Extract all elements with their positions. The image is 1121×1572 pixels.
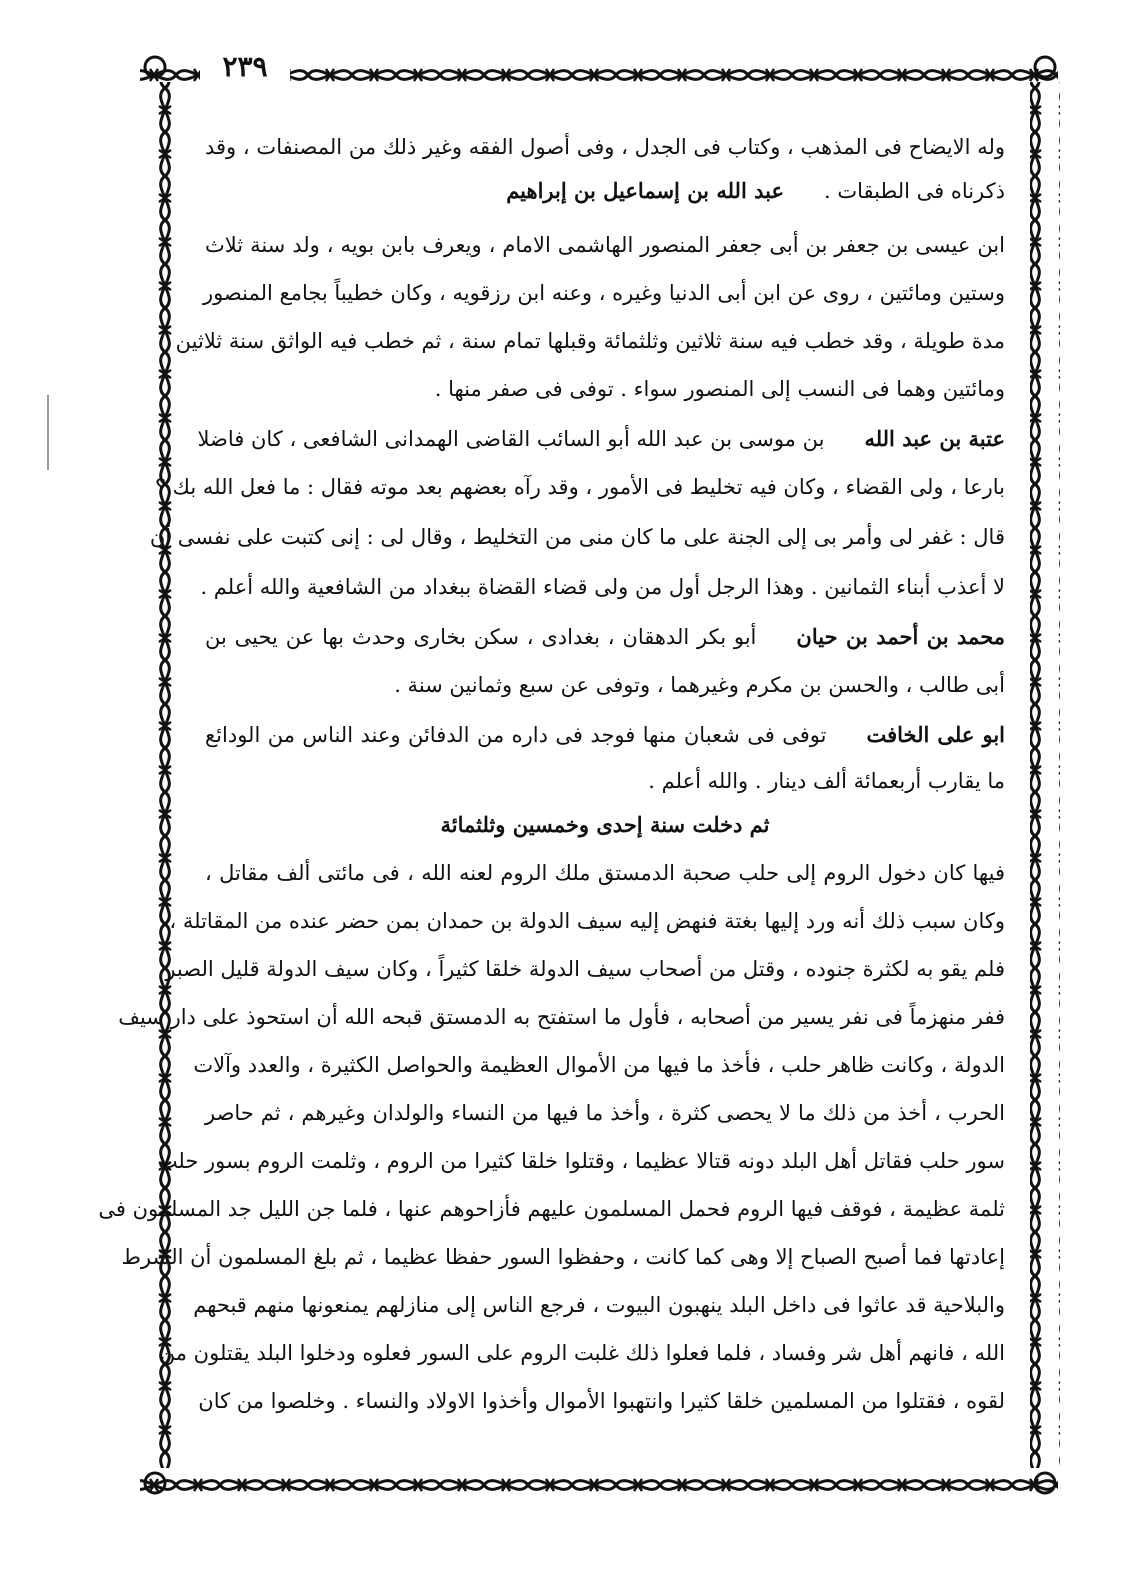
- text-line: [205, 718, 1005, 752]
- biography-heading: عبد الله بن إسماعيل بن إبراهيم: [506, 178, 784, 203]
- text-line: [205, 130, 1005, 164]
- body-text: [98, 130, 1006, 1460]
- text-line: [205, 1096, 1005, 1130]
- line-text: توفى فى شعبان منها فوجد فى داره من الدفائن وعند الناس من الودائع: [205, 723, 827, 747]
- line-text: لقوه ، فقتلوا من المسلمين خلقا كثيرا وانتهبوا الأموال وأخذوا الاولاد والنساء . وخلصوا من كان: [198, 1389, 1005, 1413]
- line-text: ما يقارب أربعمائة ألف دينار . والله أعلم .: [648, 769, 1005, 793]
- line-text: وستين ومائتين ، روى عن ابن أبى الدنيا وغيره ، وعنه ابن رزقويه ، وكان خطيباً بجامع المنصور: [202, 281, 1005, 305]
- line-text: الله ، فانهم أهل شر وفساد ، فلما فعلوا ذلك غلبت الروم على السور فعلوه ودخلوا البلد يقتلون من: [159, 1341, 1005, 1365]
- text-line: [197, 422, 1005, 456]
- text-line: [200, 570, 1005, 604]
- line-text: إعادتها فما أصبح الصباح إلا وهى كما كانت ، وحفظوا السور حفظا عظيما ، ثم بلغ المسلمون أن الشرط: [121, 1245, 1005, 1269]
- text-line: [198, 1384, 1005, 1418]
- text-line: [205, 228, 1005, 262]
- text-line: [169, 904, 1005, 938]
- text-line: [205, 174, 1005, 208]
- text-line: [205, 764, 1005, 798]
- line-text: وله الايضاح فى المذهب ، وكتاب فى الجدل ، وفى أصول الفقه وغير ذلك من المصنفات ، وقد: [205, 135, 1005, 159]
- line-text: لا أعذب أبناء الثمانين . وهذا الرجل أول من ولى قضاء القضاة ببغداد من الشافعية والله أعلم .: [200, 575, 1005, 599]
- text-line: [175, 324, 1005, 358]
- biography-heading: عتبة بن عبد الله: [864, 426, 1005, 451]
- text-line: [165, 952, 1005, 986]
- line-text: وكان سبب ذلك أنه ورد إليها بغتة فنهض إليه سيف الدولة بن حمدان بمن حضر عنده من المقاتلة ،: [169, 909, 1005, 933]
- text-line: [202, 276, 1005, 310]
- text-line: [98, 1192, 1005, 1226]
- line-text: سور حلب فقاتل أهل البلد دونه قتالا عظيما ، وقتلوا خلقا كثيرا من الروم ، وثلمت الروم بسور حلب: [157, 1149, 1005, 1173]
- line-text: ابن عيسى بن جعفر بن أبى جعفر المنصور الهاشمى الامام ، ويعرف بابن بويه ، ولد سنة ثلاث: [205, 233, 1005, 257]
- line-text: الحرب ، أخذ من ذلك ما لا يحصى كثرة ، وأخذ ما فيها من النساء والولدان وغيرهم ، ثم حاصر: [205, 1101, 1005, 1125]
- line-text: مدة طويلة ، وقد خطب فيه سنة ثلاثين وثلثمائة وقبلها تمام سنة ، ثم خطب فيه الواثق سنة ثلاثين: [175, 329, 1005, 353]
- year-heading: [205, 808, 1005, 842]
- line-text: ثلمة عظيمة ، فوقف فيها الروم فحمل المسلمون عليهم فأزاحوهم عنها ، فلما جن الليل جد المسلمون فى: [98, 1197, 1005, 1221]
- text-line: [157, 1144, 1005, 1178]
- text-line: [149, 520, 1005, 554]
- line-text: ومائتين وهما فى النسب إلى المنصور سواء . توفى فى صفر منها .: [434, 377, 1005, 401]
- line-text: قال : غفر لى وأمر بى إلى الجنة على ما كان منى من التخليط ، وقال لى : إنى كتبت على نفسى أن: [149, 525, 1005, 549]
- line-text: فلم يقو به لكثرة جنوده ، وقتل من أصحاب سيف الدولة خلقا كثيراً ، وكان سيف الدولة قليل الصبر: [165, 957, 1005, 981]
- text-line: [193, 1048, 1005, 1082]
- line-text: أبى طالب ، والحسن بن مكرم وغيرهما ، وتوفى عن سبع وثمانين سنة .: [394, 673, 1005, 697]
- page-number: ٢٣٩: [200, 50, 290, 84]
- text-line: [205, 668, 1005, 702]
- line-text: والبلاحية قد عاثوا فى داخل البلد ينهبون البيوت ، فرجع الناس إلى منازلهم يمنعونها منهم قبحهم: [193, 1293, 1005, 1317]
- line-text: ذكرناه فى الطبقات .: [823, 179, 1005, 203]
- text-line: [205, 856, 1005, 890]
- line-text: بن موسى بن عبد الله أبو السائب القاضى الهمدانى الشافعى ، كان فاضلا: [197, 427, 825, 451]
- text-line: [121, 1240, 1005, 1274]
- biography-heading: ابو على الخافت: [866, 722, 1006, 747]
- biography-heading: محمد بن أحمد بن حيان: [796, 624, 1005, 649]
- text-line: [205, 620, 1005, 654]
- text-line: [154, 470, 1005, 504]
- text-line: [118, 1000, 1005, 1034]
- text-line: [205, 372, 1005, 406]
- text-line: [193, 1288, 1005, 1322]
- year-heading-text: ثم دخلت سنة إحدى وخمسين وثلثمائة: [440, 812, 770, 837]
- line-text: ففر منهزماً فى نفر يسير من أصحابه ، فأول ما استفتح به الدمستق قبحه الله أن استحوذ على دار سيف: [118, 1005, 1005, 1029]
- line-text: بارعا ، ولى القضاء ، وكان فيه تخليط فى الأمور ، وقد رآه بعضهم بعد موته فقال : ما فعل الله بك ؟: [154, 475, 1005, 499]
- line-text: فيها كان دخول الروم إلى حلب صحبة الدمستق ملك الروم لعنه الله ، فى مائتى ألف مقاتل ،: [205, 861, 1005, 885]
- line-text: أبو بكر الدهقان ، بغدادى ، سكن بخارى وحدث بها عن يحيى بن: [205, 625, 757, 649]
- line-text: الدولة ، وكانت ظاهر حلب ، فأخذ ما فيها من الأموال العظيمة والحواصل الكثيرة ، والعدد وآلات: [193, 1053, 1005, 1077]
- text-line: [159, 1336, 1005, 1370]
